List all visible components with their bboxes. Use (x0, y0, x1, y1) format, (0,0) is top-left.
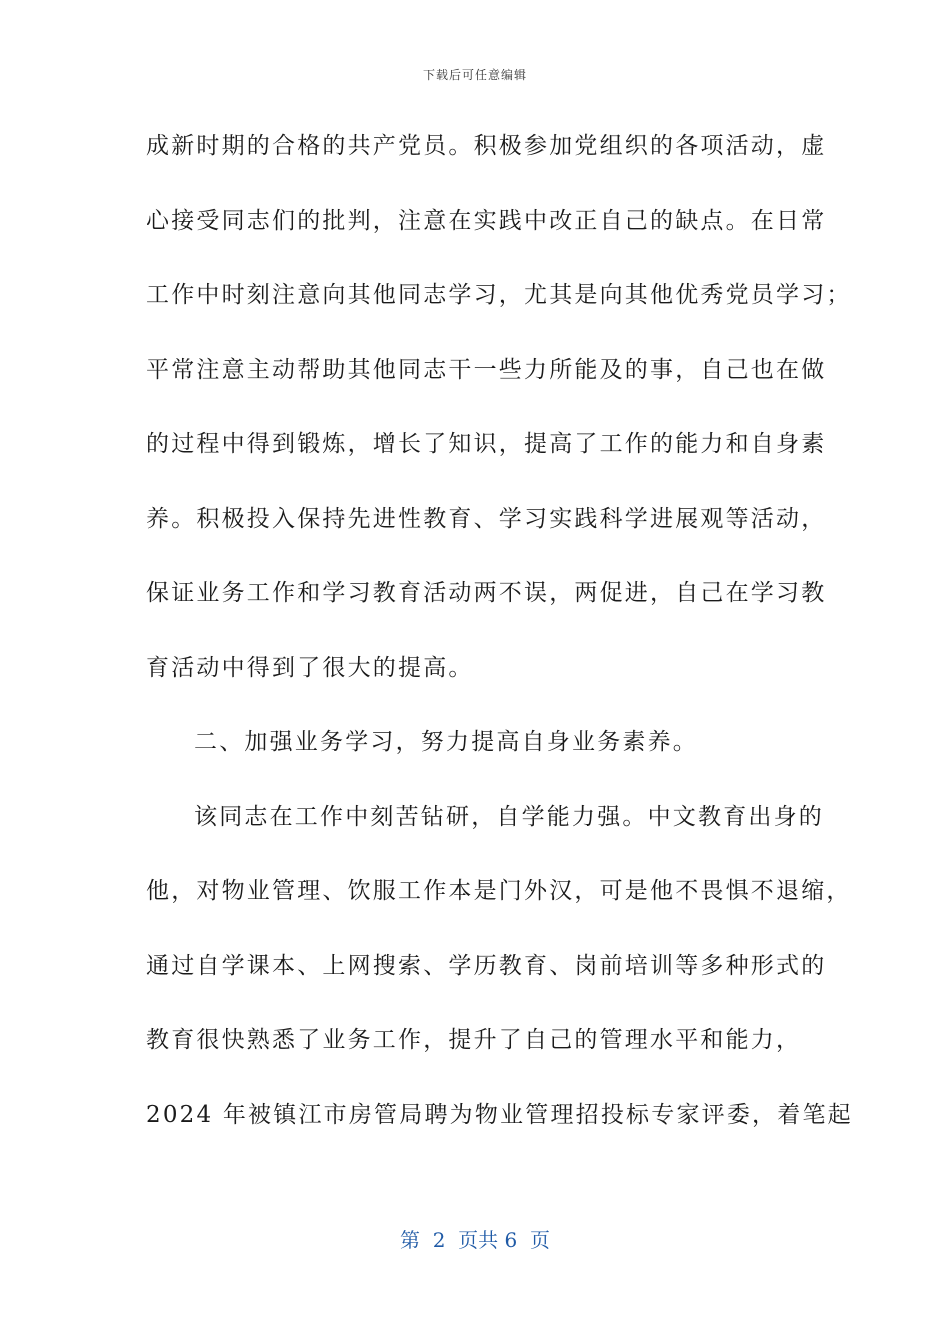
text-line: 保证业务工作和学习教育活动两不误，两促进，自己在学习教 (146, 580, 827, 606)
text-line: 心接受同志们的批判，注意在实践中改正自己的缺点。在日常 (146, 207, 827, 234)
section-heading: 二、加强业务学习，努力提高自身业务素养。 (194, 729, 698, 755)
text-line: 的过程中得到锻炼，增长了知识，提高了工作的能力和自身素 (146, 431, 827, 457)
text-line: 他，对物业管理、饮服工作本是门外汉，可是他不畏惧不退缩， (146, 878, 852, 904)
text-line: 2024 年被镇江市房管局聘为物业管理招投标专家评委，着笔起 (146, 1101, 853, 1128)
paragraph-first-line: 该同志在工作中刻苦钻研，自学能力强。中文教育出身的 (194, 803, 824, 830)
text-line: 育活动中得到了很大的提高。 (146, 654, 474, 681)
text-line: 工作中时刻注意向其他同志学习，尤其是向其他优秀党员学习； (146, 282, 852, 308)
text-line: 养。积极投入保持先进性教育、学习实践科学进展观等活动， (146, 505, 827, 532)
download-edit-note: 下载后可任意编辑 (422, 68, 527, 82)
document-body (146, 124, 853, 1167)
text-line: 教育很快熟悉了业务工作，提升了自己的管理水平和能力， (146, 1027, 802, 1053)
page-number-footer: 第 2 页共 6 页 (400, 1228, 550, 1252)
text-line: 通过自学课本、上网搜索、学历教育、岗前培训等多种形式的 (146, 952, 827, 979)
text-line: 平常注意主动帮助其他同志干一些力所能及的事，自己也在做 (146, 356, 827, 383)
text-line: 成新时期的合格的共产党员。积极参加党组织的各项活动，虚 (146, 133, 827, 159)
